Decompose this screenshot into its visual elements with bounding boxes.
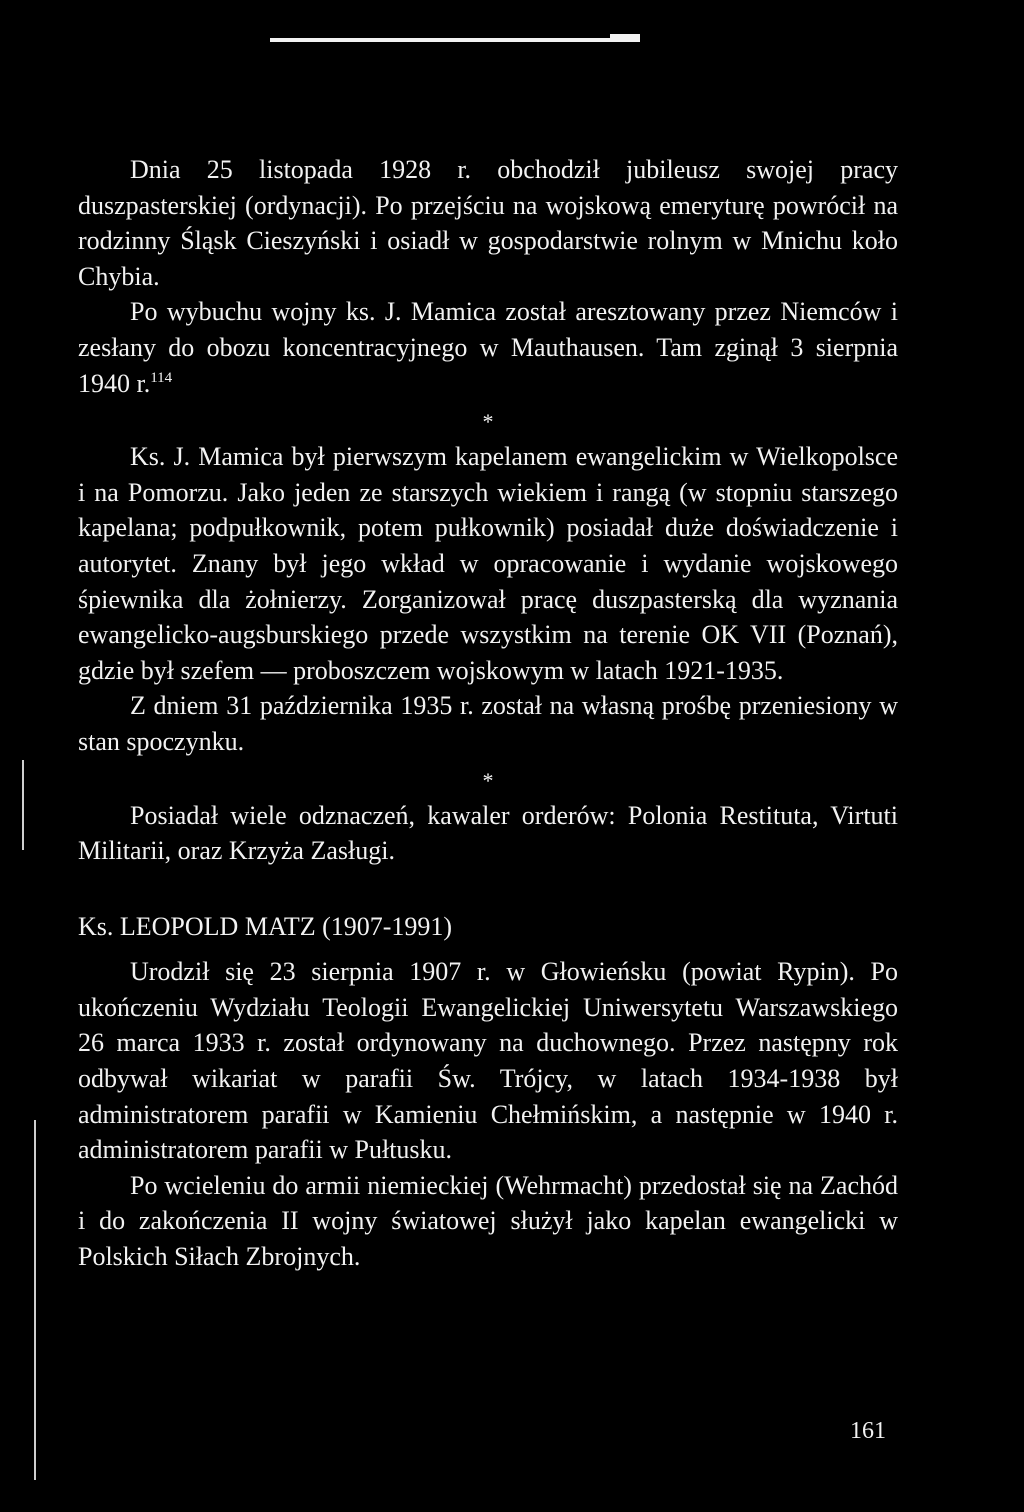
paragraph-retirement: Z dniem 31 października 1935 r. został na własną prośbę przeniesiony w stan spoczynku. (78, 691, 898, 756)
paragraph-honors: Posiadał wiele odznaczeń, kawaler orderów: Polonia Restituta, Virtuti Militarii, oraz Krzyża Zasługi. (78, 800, 898, 866)
paragraph-war: Po wcieleniu do armii niemieckiej (Wehrmacht) przedostał się na Zachód i do zakończenia II wojny światowej służył jako kapelan ewangelicki w Polskich Siłach Zbrojnych. (78, 1170, 898, 1272)
paragraph-biography: Urodził się 23 sierpnia 1907 r. w Głowieńsku (powiat Rypin). Po ukończeniu Wydziału Teologii Ewangelickiej Uniwersytetu Warszawskiego 26 marca 1933 r. został ordynowany na duchownego. Przez następny rok odbywał wikariat w parafii Św. Trójcy, w latach 1934-1938 był administratorem parafii w Kamieniu Chełmińskim, a następnie w 1940 r. administratorem parafii w Pułtusku. (78, 957, 898, 1165)
section-heading: Ks. LEOPOLD MATZ (1907-1991) (78, 911, 453, 941)
page-text (78, 152, 898, 1275)
section-separator-1: * (482, 409, 494, 435)
paragraph-chaplain: Ks. J. Mamica był pierwszym kapelanem ewangelickim w Wielkopolsce i na Pomorzu. Jako jeden ze starszych wiekiem i rangą (w stopniu starszego kapelana; podpułkownik, potem pułkownik) posiadał duże doświadczenie i autorytet. Znany był jego wkład w opracowanie i wydanie wojskowego śpiewnika dla żołnierzy. Zorganizował pracę duszpasterską dla wyznania ewangelicko-augsburskiego przede wszystkim na terenie OK VII (Poznań), gdzie był szefem — proboszczem wojskowym w latach 1921-1935. (78, 442, 898, 685)
page-number: 161 (850, 1418, 886, 1444)
left-edge-line-upper (22, 760, 24, 850)
left-edge-line-lower (34, 1120, 36, 1480)
top-rule (270, 38, 640, 42)
paragraph-jubilee: Dnia 25 listopada 1928 r. obchodził jubileusz swojej pracy duszpasterskiej (ordynacji). Po przejściu na wojskową emeryturę powrócił na rodzinny Śląsk Cieszyński i osiadł w gospodarstwie rolnym w Mnichu koło Chybia. (78, 155, 898, 291)
top-rule-end (610, 34, 640, 42)
section-separator-2: * (482, 767, 494, 793)
paragraph-arrest (78, 294, 898, 401)
paragraph-arrest-text: Po wybuchu wojny ks. J. Mamica został aresztowany przez Niemców i zesłany do obozu koncentracyjnego w Mauthausen. Tam zginął 3 sierpnia 1940 r. (78, 297, 898, 398)
footnote-ref: 114 (150, 369, 173, 386)
